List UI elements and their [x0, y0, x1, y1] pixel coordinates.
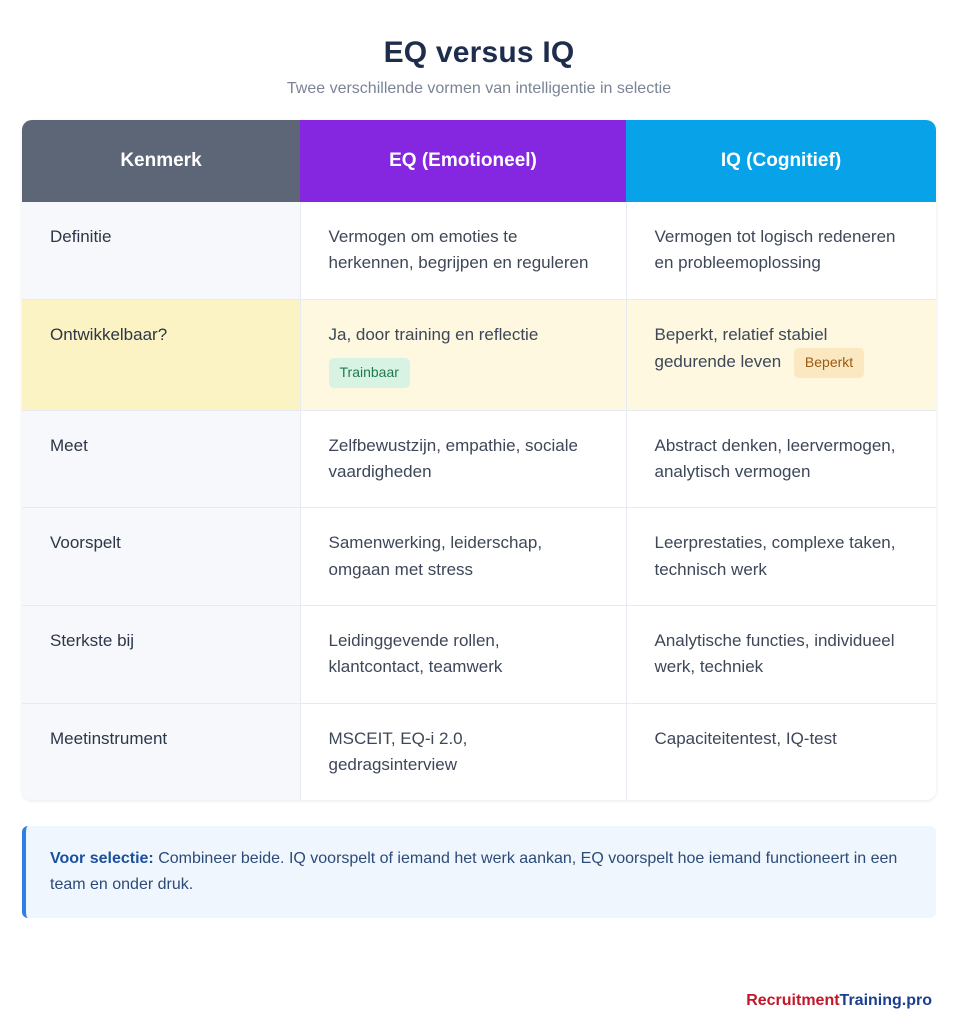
- cell-iq-text: Abstract denken, leervermogen, analytisch vermogen: [654, 435, 896, 482]
- cell-eq: [300, 703, 626, 800]
- cell-iq-text: Beperkt, relatief stabiel gedurende leven: [654, 324, 828, 372]
- cell-eq-text: Zelfbewustzijn, empathie, sociale vaardigheden: [328, 435, 578, 482]
- cell-eq-text: Leidinggevende rollen, klantcontact, teamwerk: [328, 631, 503, 677]
- cell-iq: [626, 202, 936, 299]
- selection-note: [22, 826, 936, 917]
- brand-logo: [746, 992, 932, 1010]
- table-row: [22, 202, 936, 299]
- cell-eq: [300, 508, 626, 606]
- cell-iq-text: Analytische functies, individueel werk, techniek: [654, 631, 895, 677]
- table-row: [22, 703, 936, 800]
- cell-eq: [300, 606, 626, 704]
- comparison-table: [22, 120, 936, 800]
- selection-note-lead: Voor selectie:: [50, 850, 154, 868]
- cell-iq-text: Vermogen tot logisch redeneren en probleemoplossing: [654, 227, 896, 273]
- cell-feature: Meetinstrument: [22, 703, 300, 800]
- selection-note-text: Combineer beide. IQ voorspelt of iemand het werk aankan, EQ voorspelt hoe iemand functioneert in een team en onder druk.: [50, 850, 898, 894]
- table-head: [22, 120, 936, 202]
- column-header-iq: IQ (Cognitief): [626, 120, 936, 202]
- cell-iq: [626, 508, 936, 606]
- cell-eq-text: Samenwerking, leiderschap, omgaan met stress: [328, 533, 543, 579]
- cell-eq: [300, 202, 626, 299]
- table-header-row: [22, 120, 936, 202]
- cell-iq: [626, 299, 936, 410]
- cell-iq-text: Leerprestaties, complexe taken, technisch werk: [654, 533, 896, 579]
- cell-feature: Definitie: [22, 202, 300, 299]
- cell-eq-text: Vermogen om emoties te herkennen, begrijpen en reguleren: [328, 227, 589, 273]
- table-row: [22, 410, 936, 508]
- table-row-highlighted: [22, 299, 936, 410]
- table-row: [22, 606, 936, 704]
- cell-eq: [300, 410, 626, 508]
- brand-name-part1: Recruitment: [746, 992, 840, 1009]
- page-title: EQ versus IQ: [383, 36, 575, 69]
- column-header-eq: EQ (Emotioneel): [300, 120, 626, 202]
- cell-feature: Meet: [22, 410, 300, 508]
- page-subtitle: Twee verschillende vormen van intelligentie in selectie: [286, 80, 672, 97]
- badge-eq-trainbaar: Trainbaar: [329, 358, 410, 388]
- cell-eq: [300, 299, 626, 410]
- cell-eq-text: MSCEIT, EQ-i 2.0, gedragsinterview: [328, 728, 468, 775]
- column-header-feature: Kenmerk: [22, 120, 300, 202]
- table-body: [22, 202, 936, 800]
- cell-iq-text: Capaciteitentest, IQ-test: [654, 728, 837, 748]
- cell-feature: Sterkste bij: [22, 606, 300, 704]
- badge-iq-beperkt: Beperkt: [794, 348, 864, 378]
- cell-feature: Voorspelt: [22, 508, 300, 606]
- cell-feature: Ontwikkelbaar?: [22, 299, 300, 410]
- brand-name-part2: Training.pro: [839, 992, 932, 1009]
- table-row: [22, 508, 936, 606]
- comparison-table-container: [22, 120, 936, 800]
- cell-iq: [626, 606, 936, 704]
- cell-iq: [626, 410, 936, 508]
- cell-iq: [626, 703, 936, 800]
- cell-eq-text: Ja, door training en reflectie: [328, 324, 539, 344]
